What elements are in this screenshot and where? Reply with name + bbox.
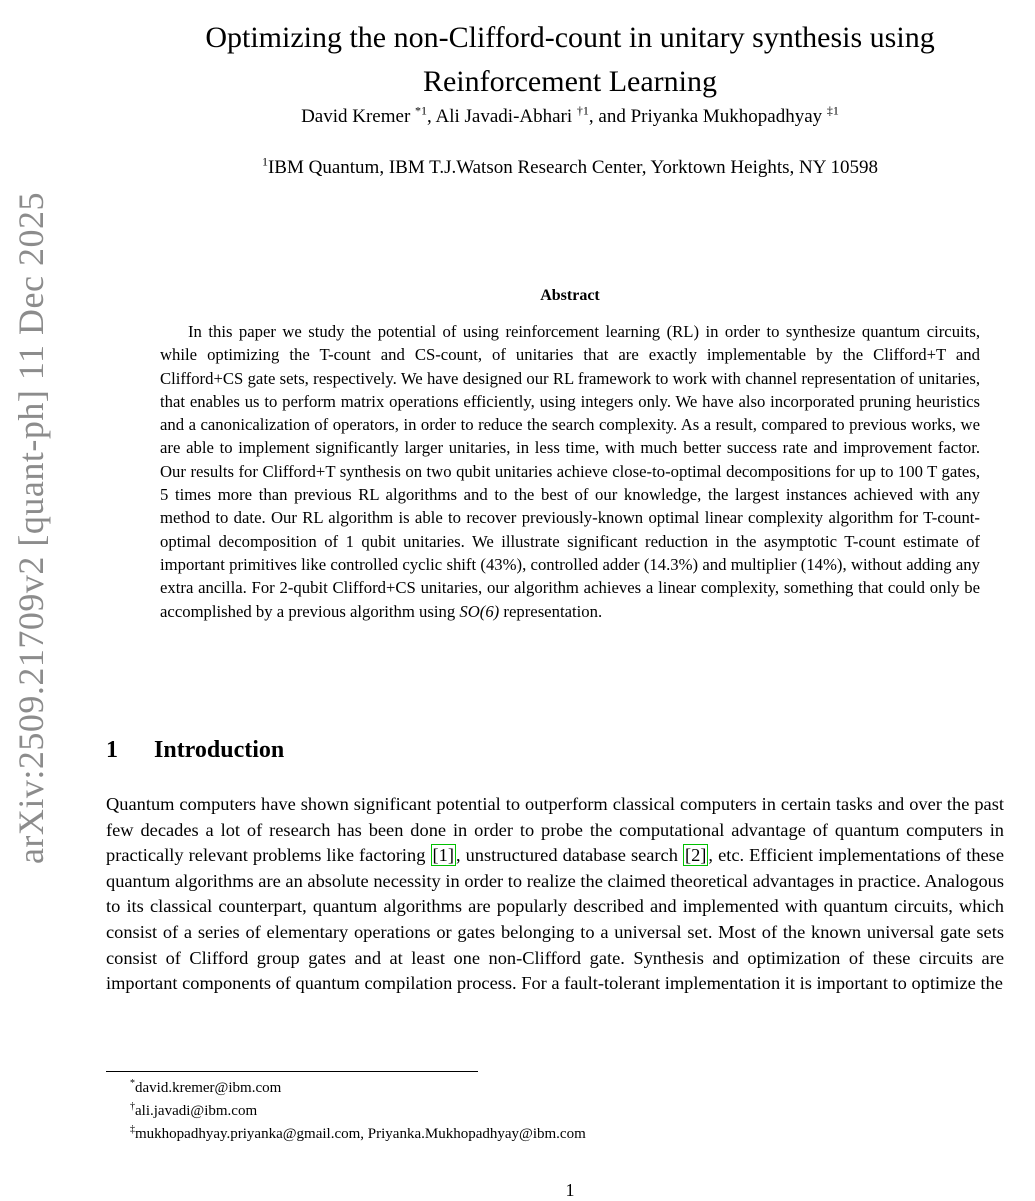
author-mark: ‡1 bbox=[826, 103, 839, 118]
introduction-paragraph bbox=[106, 792, 1004, 997]
footnote-text: ali.javadi@ibm.com bbox=[135, 1103, 258, 1119]
footnote-mark: † bbox=[130, 1101, 135, 1112]
intro-text: , etc. Efficient implementations of these quantum algorithms are an absolute necessity in order to realize the claimed theoretical advantages in practice. Analogous to its classical counterpart, quantum algorithms are popularly described and implemented with quantum circuits, which consist of a series of elementary operations or gates belonging to a universal set. Most of the known universal gate sets consist of Clifford group gates and at least one non-Clifford gate. Synthesis and optimization of these circuits are important components of quantum compilation process. For a fault-tolerant implementation it is important to optimize the bbox=[106, 845, 1005, 994]
intro-text: Quantum computers have shown significant potential to outperform classical computers in certain tasks and over the past few decades a lot of research has been done in order to probe the computational advantage of quantum computers in practically relevant problems like factoring bbox=[106, 794, 1004, 866]
section-title: Introduction bbox=[154, 737, 285, 763]
footnote bbox=[130, 1100, 586, 1123]
footnote-mark: * bbox=[130, 1078, 135, 1089]
author-list bbox=[130, 103, 1010, 128]
author-mark: *1 bbox=[415, 103, 428, 118]
author-separator: , bbox=[427, 106, 436, 127]
author-name: David Kremer bbox=[301, 106, 411, 127]
footnote bbox=[130, 1123, 586, 1146]
footnotes bbox=[130, 1077, 586, 1146]
author-name: Priyanka Mukhopadhyay bbox=[630, 106, 823, 127]
citation-link[interactable]: [2] bbox=[684, 845, 707, 866]
page-number: 1 bbox=[565, 1180, 575, 1200]
author-name: Ali Javadi-Abhari bbox=[435, 106, 573, 127]
section-number: 1 bbox=[106, 737, 118, 763]
author-mark: †1 bbox=[576, 103, 589, 118]
affiliation-mark: 1 bbox=[261, 154, 268, 169]
author-separator: , and bbox=[588, 106, 631, 127]
arxiv-identifier: arXiv:2509.21709v2 [quant-ph] 11 Dec 2025 bbox=[11, 192, 51, 865]
abstract-body bbox=[160, 320, 980, 623]
abstract-text-end: representation. bbox=[499, 601, 603, 621]
abstract-math: SO(6) bbox=[459, 601, 500, 621]
affiliation-text: IBM Quantum, IBM T.J.Watson Research Center, Yorktown Heights, NY 10598 bbox=[267, 157, 879, 178]
footnote-text: mukhopadhyay.priyanka@gmail.com, Priyanka.Mukhopadhyay@ibm.com bbox=[135, 1126, 586, 1142]
intro-text: , unstructured database search bbox=[455, 845, 683, 866]
footnote bbox=[130, 1077, 586, 1100]
footnote-mark: ‡ bbox=[130, 1124, 135, 1135]
abstract-heading: Abstract bbox=[540, 287, 600, 304]
citation-link[interactable]: [1] bbox=[432, 845, 454, 866]
footnote-text: david.kremer@ibm.com bbox=[135, 1080, 282, 1096]
footnote-divider bbox=[106, 1071, 478, 1072]
arxiv-sidebar bbox=[0, 0, 62, 1200]
abstract-text: In this paper we study the potential of using reinforcement learning (RL) in order to synthesize quantum circuits, while optimizing the T-count and CS-count, of unitaries that are exactly implementable by the Clifford+T and Clifford+CS gate sets, respectively. We have designed our RL framework to work with channel representation of unitaries, that enables us to perform matrix operations efficiently, using integers only. We have also incorporated pruning heuristics and a canonicalization of operators, in order to reduce the search complexity. As a result, compared to previous works, we are able to implement significantly larger unitaries, in less time, with much better success rate and improvement factor. Our results for Clifford+T synthesis on two qubit unitaries achieve close-to-optimal decompositions for up to 100 T gates, 5 times more than previous RL algorithms and to the best of our knowledge, the largest instances achieved with any method to date. Our RL algorithm is able to recover previously-known optimal linear complexity algorithm for T-count-optimal decomposition of 1 qubit unitaries. We illustrate significant reduction in the asymptotic T-count estimate of important primitives like controlled cyclic shift (43%), controlled adder (14.3%) and multiplier (14%), without adding any extra ancilla. For 2-qubit Clifford+CS unitaries, our algorithm achieves a linear complexity, something that could only be accomplished by a previous algorithm using bbox=[160, 322, 980, 621]
affiliation bbox=[130, 154, 1010, 179]
paper-title: Optimizing the non-Clifford-count in unitary synthesis using Reinforcement Learning bbox=[205, 21, 935, 99]
section-heading bbox=[106, 737, 284, 764]
